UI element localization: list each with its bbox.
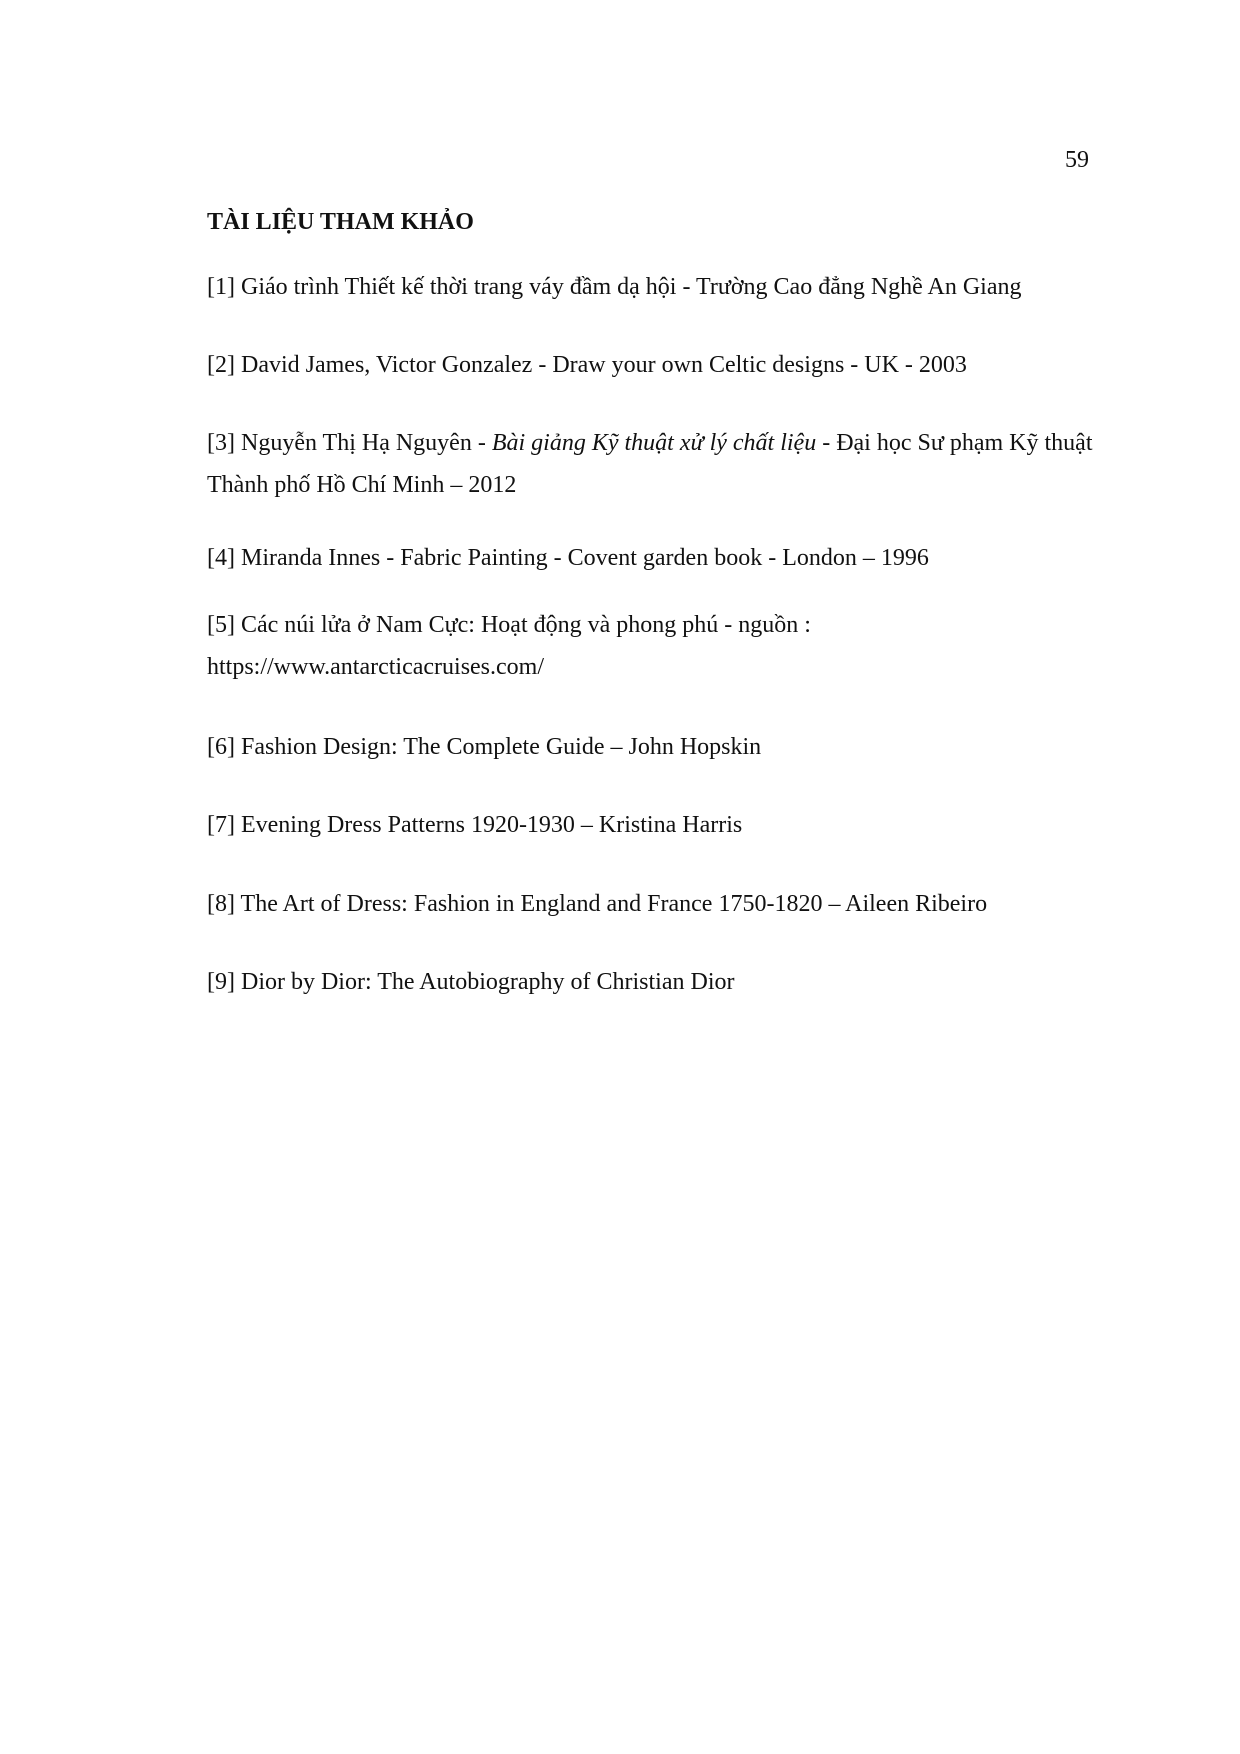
reference-7: [7] Evening Dress Patterns 1920-1930 – Kristina Harris [207, 812, 743, 838]
page-number: 59 [1065, 147, 1089, 173]
reference-8: [8] The Art of Dress: Fashion in England and France 1750-1820 – Aileen Ribeiro [207, 891, 988, 917]
reference-6: [6] Fashion Design: The Complete Guide – John Hopskin [207, 734, 762, 760]
reference-9: [9] Dior by Dior: The Autobiography of Christian Dior [207, 969, 735, 995]
reference-3-publisher: - Đại học Sư phạm Kỹ thuật Thành phố Hồ Chí Minh – 2012 [207, 430, 1093, 498]
reference-3-authors: [3] Nguyễn Thị Hạ Nguyên - [207, 430, 492, 456]
reference-2: [2] David James, Victor Gonzalez - Draw your own Celtic designs - UK - 2003 [207, 352, 967, 378]
reference-5 [207, 604, 1107, 688]
reference-3 [207, 422, 1107, 506]
reference-1: [1] Giáo trình Thiết kế thời trang váy đầm dạ hội - Trường Cao đẳng Nghề An Giang [207, 274, 1022, 300]
reference-3-title: Bài giảng Kỹ thuật xử lý chất liệu [491, 430, 817, 456]
reference-4: [4] Miranda Innes - Fabric Painting - Covent garden book - London – 1996 [207, 545, 929, 571]
reference-5-title: [5] Các núi lửa ở Nam Cực: Hoạt động và phong phú - nguồn : [207, 612, 811, 638]
page-heading: TÀI LIỆU THAM KHẢO [207, 209, 474, 235]
reference-5-url[interactable]: https://www.antarcticacruises.com/ [207, 654, 545, 680]
